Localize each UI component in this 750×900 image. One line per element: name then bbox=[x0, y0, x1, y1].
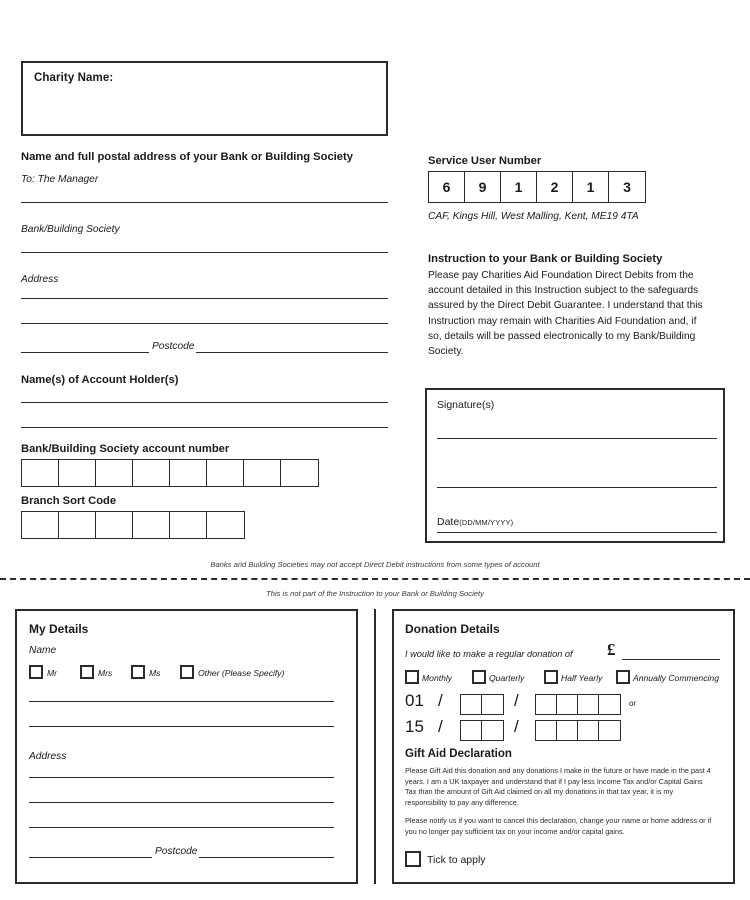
panel-divider bbox=[374, 609, 376, 884]
checkbox-mr[interactable] bbox=[29, 665, 43, 679]
tear-off-divider bbox=[0, 578, 750, 580]
account-holders-label: Name(s) of Account Holder(s) bbox=[21, 374, 179, 386]
service-user-number-digit-2: 9 bbox=[465, 172, 501, 202]
date-row-1-year-boxes[interactable] bbox=[535, 694, 621, 715]
checkbox-other[interactable] bbox=[180, 665, 194, 679]
bank-postcode-rule[interactable] bbox=[196, 352, 388, 353]
account-number-cell-3[interactable] bbox=[96, 460, 133, 486]
date-text: Date bbox=[437, 516, 460, 528]
date-row-1-year-cell-3[interactable] bbox=[578, 695, 599, 714]
charity-name-label: Charity Name: bbox=[34, 72, 114, 84]
checkbox-monthly-label: Monthly bbox=[422, 673, 453, 683]
date-row-1-month-cell-2[interactable] bbox=[482, 695, 503, 714]
date-row-2-year-cell-3[interactable] bbox=[578, 721, 599, 740]
checkbox-tick-to-apply[interactable] bbox=[405, 851, 421, 867]
name-rule-2[interactable] bbox=[29, 726, 334, 727]
gift-aid-paragraph-2: Please notify us if you want to cancel this declaration, change your name or home address or if you no longer pay sufficient tax on your income and/or capital gains. bbox=[405, 816, 712, 836]
my-details-name-label: Name bbox=[29, 645, 57, 656]
tick-to-apply-label: Tick to apply bbox=[427, 854, 486, 866]
checkbox-other-label: Other (Please Specify) bbox=[198, 668, 285, 678]
date-row-2-month-cell-1[interactable] bbox=[461, 721, 482, 740]
date-row-2-month-boxes[interactable] bbox=[460, 720, 504, 741]
bank-address-rule-2[interactable] bbox=[21, 323, 388, 324]
banks-disclaimer-note: Banks and Building Societies may not accept Direct Debit instructions from some types of account bbox=[210, 560, 540, 569]
date-row-2-year-boxes[interactable] bbox=[535, 720, 621, 741]
date-row-1-year-cell-4[interactable] bbox=[599, 695, 620, 714]
date-row-2-day: 15 bbox=[405, 717, 424, 736]
account-number-label: Bank/Building Society account number bbox=[21, 443, 230, 455]
bank-name-rule[interactable] bbox=[21, 202, 388, 203]
to-the-manager-label: To: The Manager bbox=[21, 174, 99, 185]
date-label bbox=[437, 516, 513, 528]
sort-code-cell-4[interactable] bbox=[133, 512, 170, 538]
my-address-rule-1[interactable] bbox=[29, 777, 334, 778]
my-details-title: My Details bbox=[29, 622, 89, 636]
bank-building-society-label: Bank/Building Society bbox=[21, 224, 120, 235]
date-row-2-year-cell-2[interactable] bbox=[557, 721, 578, 740]
gift-aid-title: Gift Aid Declaration bbox=[405, 748, 512, 760]
instruction-body: Please pay Charities Aid Foundation Direct Debits from the account detailed in this Instruction subject to the safeguards assured by the Direct Debit Guarantee. I understand that this Instruction may remain with Charities Aid Foundation and, if so, details will be passed electronically to my Bank/Building Society. bbox=[428, 270, 703, 358]
account-number-grid[interactable] bbox=[21, 459, 319, 487]
service-user-number-label: Service User Number bbox=[428, 155, 542, 167]
date-row-1-slash-1: / bbox=[438, 691, 443, 710]
date-row-2-month-cell-2[interactable] bbox=[482, 721, 503, 740]
checkbox-monthly[interactable] bbox=[405, 670, 419, 684]
service-user-number-digit-1: 6 bbox=[429, 172, 465, 202]
my-postcode-label: Postcode bbox=[155, 846, 198, 857]
service-user-number-digit-6: 3 bbox=[623, 179, 631, 195]
sort-code-grid[interactable] bbox=[21, 511, 245, 539]
date-row-2-slash-1: / bbox=[438, 717, 443, 736]
date-row-2-year-cell-4[interactable] bbox=[599, 721, 620, 740]
checkbox-ms[interactable] bbox=[131, 665, 145, 679]
gift-aid-paragraph-1: Please Gift Aid this donation and any donations I make in the future or have made in the past 4 years. I am a UK taxpayer and understand that if I pay less Income Tax and/or Capital Gains Tax than the amount of Gift Aid claimed on all my donations in that tax year, it is my responsibility to pay any difference. bbox=[405, 766, 711, 807]
account-number-cell-8[interactable] bbox=[281, 460, 318, 486]
regular-donation-text: I would like to make a regular donation of bbox=[405, 649, 573, 659]
my-address-rule-2[interactable] bbox=[29, 802, 334, 803]
checkbox-quarterly[interactable] bbox=[472, 670, 486, 684]
account-number-cell-2[interactable] bbox=[59, 460, 96, 486]
date-format-text: (DD/MM/YYYY) bbox=[459, 518, 514, 527]
currency-symbol: £ bbox=[607, 640, 616, 659]
account-number-cell-4[interactable] bbox=[133, 460, 170, 486]
account-number-cell-1[interactable] bbox=[22, 460, 59, 486]
checkbox-mrs-label: Mrs bbox=[98, 668, 113, 678]
donation-details-panel bbox=[392, 609, 735, 884]
my-details-panel bbox=[15, 609, 358, 884]
or-label: or bbox=[629, 699, 637, 708]
date-row-1-month-cell-1[interactable] bbox=[461, 695, 482, 714]
checkbox-mrs[interactable] bbox=[80, 665, 94, 679]
checkbox-annually-commencing-label: Annually Commencing bbox=[633, 673, 719, 683]
bank-address-rule-1[interactable] bbox=[21, 298, 388, 299]
not-part-notice: This is not part of the Instruction to your Bank or Building Society bbox=[266, 589, 484, 598]
account-holder-rule-1[interactable] bbox=[21, 402, 388, 403]
bank-address-heading: Name and full postal address of your Bank or Building Society bbox=[21, 151, 353, 163]
date-row-1-day: 01 bbox=[405, 691, 424, 710]
date-row-1-year-cell-2[interactable] bbox=[557, 695, 578, 714]
my-details-address-label: Address bbox=[29, 751, 67, 762]
account-number-cell-6[interactable] bbox=[207, 460, 244, 486]
sort-code-cell-6[interactable] bbox=[207, 512, 244, 538]
sort-code-cell-5[interactable] bbox=[170, 512, 207, 538]
sort-code-cell-3[interactable] bbox=[96, 512, 133, 538]
date-row-2-year-cell-1[interactable] bbox=[536, 721, 557, 740]
my-address-rule-3[interactable] bbox=[29, 827, 334, 828]
signature-label: Signature(s) bbox=[437, 399, 495, 411]
sort-code-cell-1[interactable] bbox=[22, 512, 59, 538]
donation-details-title: Donation Details bbox=[405, 622, 500, 636]
checkbox-ms-label: Ms bbox=[149, 668, 161, 678]
bank-postcode-label: Postcode bbox=[152, 341, 195, 352]
account-number-cell-5[interactable] bbox=[170, 460, 207, 486]
checkbox-quarterly-label: Quarterly bbox=[489, 673, 525, 683]
donation-amount-input[interactable] bbox=[622, 659, 720, 660]
date-row-1-month-boxes[interactable] bbox=[460, 694, 504, 715]
checkbox-mr-label: Mr bbox=[47, 668, 58, 678]
date-row-2-slash-2: / bbox=[514, 717, 519, 736]
date-rule[interactable] bbox=[437, 532, 717, 533]
signature-box[interactable] bbox=[425, 388, 725, 543]
sort-code-label: Branch Sort Code bbox=[21, 495, 117, 507]
bank-address-rule-3[interactable] bbox=[21, 352, 149, 353]
sort-code-cell-2[interactable] bbox=[59, 512, 96, 538]
checkbox-half-yearly[interactable] bbox=[544, 670, 558, 684]
checkbox-half-yearly-label: Half Yearly bbox=[561, 673, 603, 683]
charity-name-box[interactable] bbox=[21, 61, 388, 136]
service-user-number-digit-3: 1 bbox=[501, 172, 537, 202]
instruction-heading: Instruction to your Bank or Building Society bbox=[428, 253, 663, 265]
service-user-number-digit-5: 1 bbox=[573, 172, 609, 202]
date-row-1-slash-2: / bbox=[514, 691, 519, 710]
date-row-1-year-cell-1[interactable] bbox=[536, 695, 557, 714]
signature-rule-1[interactable] bbox=[437, 438, 717, 439]
service-user-number-digit-4: 2 bbox=[537, 172, 573, 202]
bank-address-label: Address bbox=[21, 274, 59, 285]
signature-rule-2[interactable] bbox=[437, 487, 717, 488]
name-rule-1[interactable] bbox=[29, 701, 334, 702]
account-holder-rule-2[interactable] bbox=[21, 427, 388, 428]
service-user-number-grid bbox=[428, 171, 646, 203]
checkbox-annually-commencing[interactable] bbox=[616, 670, 630, 684]
bank-building-society-rule[interactable] bbox=[21, 252, 388, 253]
my-postcode-rule[interactable] bbox=[199, 857, 334, 858]
account-number-cell-7[interactable] bbox=[244, 460, 281, 486]
my-address-rule-4[interactable] bbox=[29, 857, 152, 858]
caf-address-label: CAF, Kings Hill, West Malling, Kent, ME19 4TA bbox=[428, 211, 639, 222]
